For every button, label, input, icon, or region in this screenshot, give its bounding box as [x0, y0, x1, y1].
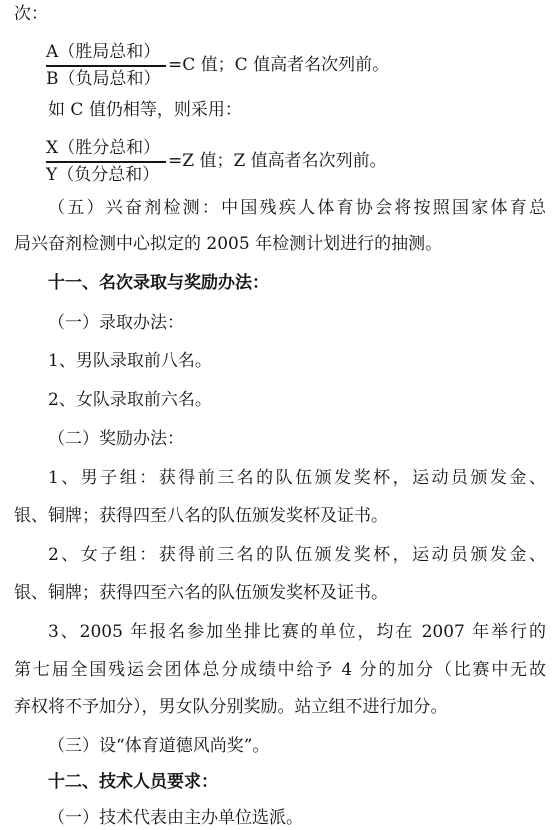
section-11-heading: 十一、名次录取与奖励办法：	[48, 273, 269, 293]
fraction-denominator: B（负局总和）	[46, 69, 161, 89]
doping-paragraph-line2: 局兴奋剂检测中心拟定的 2005 年检测计划进行的抽测。	[14, 234, 443, 254]
doping-paragraph-line1: （五）兴奋剂检测：中国残疾人体育协会将按照国家体育总	[48, 198, 546, 218]
intro-fragment: 次：	[14, 4, 48, 24]
bonus-line2: 第七届全国残运会团体总分成绩中给予 4 分的加分（比赛中无故	[14, 660, 546, 680]
fraction-numerator: A（胜局总和）	[46, 42, 161, 62]
admission-women-item: 2、女队录取前六名。	[48, 390, 212, 410]
formula-result: =C 值；C 值高者名次列前。	[168, 55, 390, 75]
subsection-admission-heading: （一）录取办法：	[48, 313, 184, 333]
tie-rule-paragraph: 如 C 值仍相等，则采用：	[48, 100, 242, 120]
admission-men-item: 1、男队录取前八名。	[48, 351, 212, 371]
reward-women-line2: 银、铜牌；获得四至六名的队伍颁发奖杯及证书。	[14, 583, 388, 603]
fraction-bar	[46, 161, 166, 163]
subsection-sportsmanship-award: （三）设“体育道德风尚奖”。	[48, 736, 270, 756]
bonus-line3: 弃权将不予加分），男女队分别奖励。站立组不进行加分。	[14, 697, 448, 717]
fraction-denominator: Y（负分总和）	[46, 165, 160, 185]
formula-result: =Z 值；Z 值高者名次列前。	[168, 151, 387, 171]
fraction-bar	[46, 65, 166, 67]
reward-men-line2: 银、铜牌；获得四至八名的队伍颁发奖杯及证书。	[14, 506, 388, 526]
bonus-line1: 3、2005 年报名参加坐排比赛的单位，均在 2007 年举行的	[48, 622, 546, 642]
reward-men-line1: 1、男子组：获得前三名的队伍颁发奖杯，运动员颁发金、	[48, 468, 546, 488]
reward-women-line1: 2、女子组：获得前三名的队伍颁发奖杯，运动员颁发金、	[48, 545, 546, 565]
section-12-heading: 十二、技术人员要求：	[48, 772, 218, 792]
technical-delegate-item: （一）技术代表由主办单位选派。	[48, 808, 303, 828]
subsection-reward-heading: （二）奖励办法：	[48, 429, 184, 449]
fraction-numerator: X（胜分总和）	[46, 138, 161, 158]
